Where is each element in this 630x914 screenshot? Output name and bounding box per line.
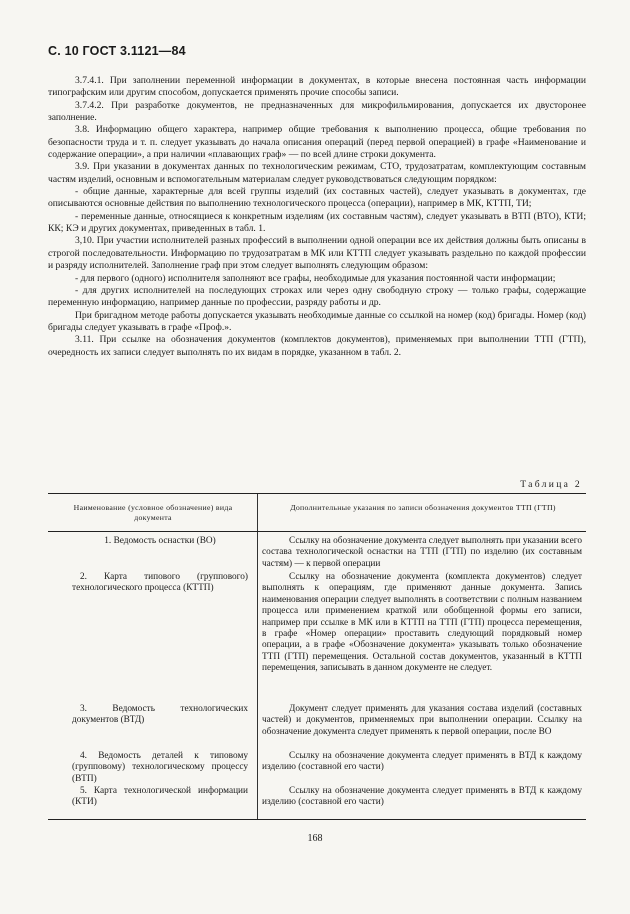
row-name: 3. Ведомость технологических документов (ВТД) [72,704,248,726]
paragraph: 3.9. При указании в документах данных по технологическим режимам, СТО, трудозатратам, комплектующим составным частям изделий, основным и вспомогательным материалам следует руководствоваться следующим порядком: [48,161,586,185]
page-header: С. 10 ГОСТ 3.1121—84 [48,44,186,58]
paragraph: При бригадном методе работы допускается указывать необходимые данные со ссылкой на номер (код) бригады. Номер (код) бригады следует указывать в графе «Проф.». [48,309,586,333]
paragraph: 3.11. При ссылке на обозначения документов (комплектов документов), применяемых при выполнении ТТП (ГТП), очередность их записи следует выполнять по их видам в порядке, указанном в табл. 2. [48,334,586,358]
paragraph: - для первого (одного) исполнителя заполняют все графы, необходимые для указания постоянной части информации; [75,272,556,284]
column-divider [257,494,258,819]
column-header-name: Наименование (условное обозначение) вида документа [73,503,233,522]
paragraph: - для других исполнителей на последующих строках или через одну свободную строку — только графы, содержащие переменную информацию, например данные по профессии, разряду работы и др. [48,284,586,309]
row-text: Ссылку на обозначение документа следует применять в ВТД к каждому изделию (составной его части) [262,786,582,808]
column-header-instructions: Дополнительные указания по записи обозначения документов ТТП (ГТП) [290,503,556,512]
row-name: 2. Карта типового (группового) технологического процесса (КТТП) [72,572,248,594]
row-name: 1. Ведомость оснастки (ВО) [104,536,216,546]
paragraph: 3.8. Информацию общего характера, например общие требования к выполнению процесса, общие требования по безопасности труда и т. п. следует указывать до начала описания операций (перед первой операцией) в графе «Наименование и содержание операции», а при наличии «плавающих граф» — по всей длине строки документа. [48,124,586,161]
row-text: Ссылку на обозначение документа (комплекта документов) следует выполнять к операциям, где применяют данные документа. Запись наименования операции следует выполнять в соответствии с полным названием процесса или применением краткой или обобщенной формы его записи, например при ссылке в МК или в КТТП на ТТП (ГТП) процесса перемещения, в графе «Номер операции» проставить следующий порядковый номер операции, а в графе «Обозначение документа» указывать только обозначение ТТП (ГТП) перемещения. Остальной состав документов, указанный в КТТП перемещения, записывать в данном документе не следует. [262,572,582,674]
header-divider [48,531,586,532]
paragraph: 3,10. При участии исполнителей разных профессий в выполнении одной операции все их действия должны быть описаны в строгой последовательности. Информацию по трудозатратам в МК или КТТП следует указывать раздельно по каждой профессии и разряду исполнителей. Заполнение граф при этом следует выполнять следующим образом: [48,235,586,272]
paragraph: - общие данные, характерные для всей группы изделий (их составных частей), следует указывать в документах, где описываются основные действия по выполнению технологического процесса (операции), например в МК, КТТП, ТИ; [48,186,586,210]
document-body [48,75,586,359]
row-name: 4. Ведомость деталей к типовому (групповому) технологическому процессу (ВТП) [72,751,248,784]
row-text: Документ следует применять для указания состава изделий (составных частей) и документов, применяемых при выполнении операции. Ссылку на обозначение документа следует применять к первой операции, после ВО [262,704,582,737]
page-number: 168 [307,833,323,844]
table-caption: Таблица 2 [520,479,582,490]
row-text: Ссылку на обозначение документа следует выполнять при указании всего состава технологической оснастки на ТТП (ГТП) по изделию (их составным частям) — к первой операции [262,536,582,569]
paragraph: 3.7.4.1. При заполнении переменной информации в документах, в которые внесена постоянная часть информации типографским или другим способом, допускается применять прочие способы записи. [48,75,586,99]
row-text: Ссылку на обозначение документа следует применять в ВТД к каждому изделию (составной его части) [262,751,582,773]
row-name: 5. Карта технологической информации (КТИ) [72,786,248,808]
table-2 [48,493,586,820]
paragraph: 3.7.4.2. При разработке документов, не предназначенных для микрофильмирования, допускается их двусторонее заполнение. [48,99,586,124]
paragraph: - переменные данные, относящиеся к конкретным изделиям (их составным частям), следует указывать в ВТП (ВТО), КТИ; КК; КЭ и других документах, приведенных в табл. 1. [48,210,586,235]
